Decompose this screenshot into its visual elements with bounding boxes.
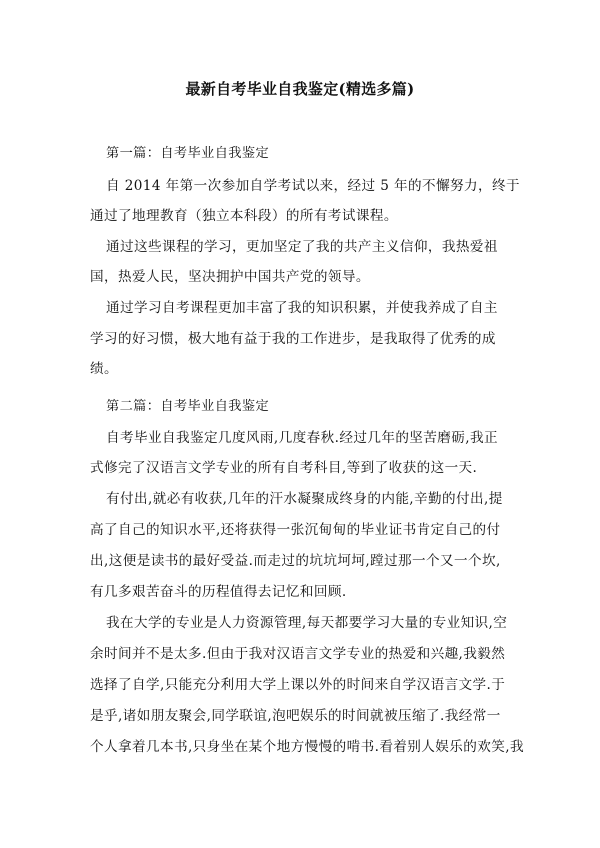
paragraph-line: 国，热爱人民，坚决拥护中国共产党的领导。: [90, 269, 370, 285]
paragraph-line: 通过这些课程的学习，更加坚定了我的共产主义信仰，我热爱祖: [106, 239, 498, 255]
paragraph-line: 我在大学的专业是人力资源管理,每天都要学习大量的专业知识,空: [106, 615, 508, 631]
paragraph-line: 个人拿着几本书,只身坐在某个地方慢慢的啃书.看着别人娱乐的欢笑,我: [90, 739, 524, 755]
paragraph-line: 有付出,就必有收获,几年的汗水凝聚成终身的内能,辛勤的付出,提: [106, 491, 503, 507]
section-heading-1: 第一篇：自考毕业自我鉴定: [106, 146, 270, 161]
paragraph-line: 有几多艰苦奋斗的历程值得去记忆和回顾.: [90, 584, 347, 600]
paragraph-line: 余时间并不是太多.但由于我对汉语言文学专业的热爱和兴趣,我毅然: [90, 646, 506, 662]
paragraph-line: 式修完了汉语言文学专业的所有自考科目,等到了收获的这一天.: [90, 460, 478, 476]
paragraph-line: 出,这便是读书的最好受益.而走过的坑坑坷坷,蹚过那一个又一个坎,: [90, 553, 501, 569]
paragraph-line: 绩。: [90, 361, 118, 377]
paragraph-line: 自考毕业自我鉴定几度风雨,几度春秋.经过几年的坚苦磨砺,我正: [106, 430, 498, 446]
paragraph-line: 通过了地理教育（独立本科段）的所有考试课程。: [90, 208, 398, 224]
section-heading-2: 第二篇：自考毕业自我鉴定: [106, 399, 270, 414]
paragraph-line: 是乎,诸如朋友聚会,同学联谊,泡吧娱乐的时间就被压缩了.我经常一: [90, 708, 501, 724]
document-title: 最新自考毕业自我鉴定(精选多篇): [185, 80, 415, 98]
paragraph-line: 自 2014 年第一次参加自学考试以来，经过 5 年的不懈努力，终于: [106, 178, 520, 194]
paragraph-line: 通过学习自考课程更加丰富了我的知识积累，并使我养成了自主: [106, 300, 498, 316]
paragraph-line: 高了自己的知识水平,还将获得一张沉甸甸的毕业证书肯定自己的付: [90, 522, 501, 538]
paragraph-line: 学习的好习惯，极大地有益于我的工作进步，是我取得了优秀的成: [90, 331, 496, 347]
paragraph-line: 选择了自学,只能充分利用大学上课以外的时间来自学汉语言文学.于: [90, 677, 506, 693]
